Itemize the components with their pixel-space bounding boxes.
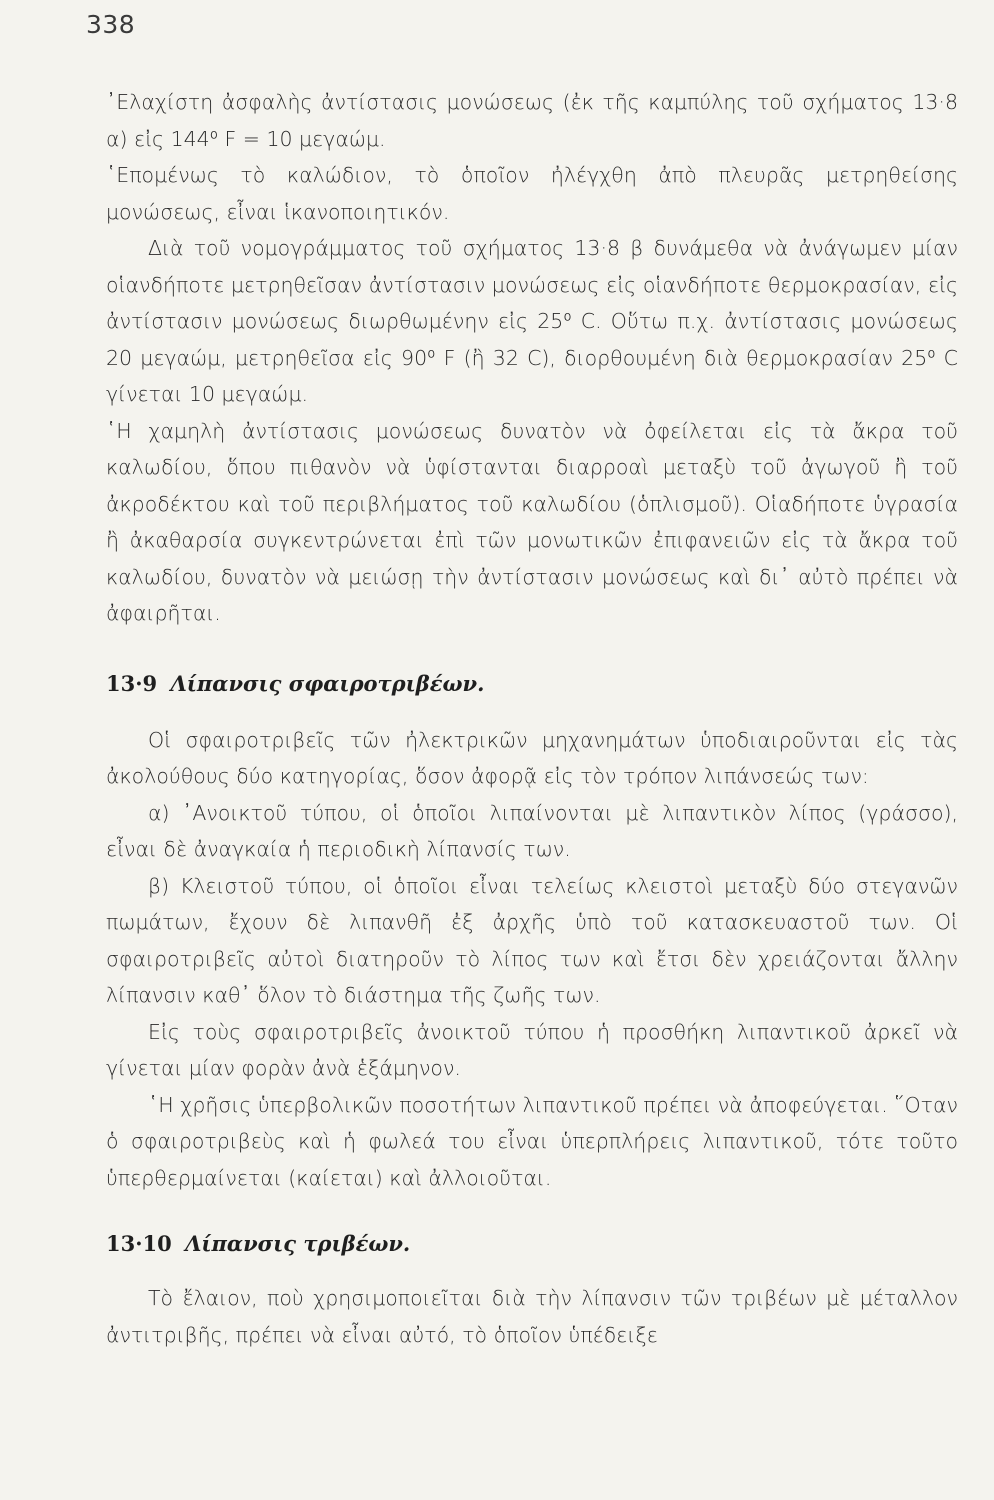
paragraph-lubrication-interval: Εἰς τοὺς σφαιροτριβεῖς ἀνοικτοῦ τύπου ἡ προσθήκη λιπαντικοῦ ἀρκεῖ νὰ γίνεται μίαν φορὰν ἀνὰ ἑξάμηνον. xyxy=(106,1019,958,1080)
section-heading-13-10 xyxy=(106,1226,958,1262)
paragraph-closed-type: β) Κλειστοῦ τύπου, οἱ ὁποῖοι εἶναι τελείως κλειστοὶ μεταξὺ δύο στεγανῶν πωμάτων, ἔχουν δὲ λιπανθῆ ἐξ ἀρχῆς ὑπὸ τοῦ κατασκευαστοῦ των. Οἱ σφαιροτριβεῖς αὐτοὶ διατηροῦν τὸ λίπος των καὶ ἔτσι δὲν χρειάζονται ἄλλην λίπανσιν καθ᾿ ὅλον τὸ διάστημα τῆς ζωῆς των. xyxy=(106,873,958,1007)
paragraph-min-insulation: ᾿Ελαχίστη ἀσφαλὴς ἀντίστασις μονώσεως (ἐκ τῆς καμπύλης τοῦ σχήματος 13·8 α) εἰς 144⁰ F = 10 μεγαώμ. xyxy=(106,90,958,151)
paragraph-low-resistance: ῾Η χαμηλὴ ἀντίστασις μονώσεως δυνατὸν νὰ ὀφείλεται εἰς τὰ ἄκρα τοῦ καλωδίου, ὅπου πιθανὸν νὰ ὑφίστανται διαρροαὶ μεταξὺ τοῦ ἀγωγοῦ ἢ τοῦ ἀκροδέκτου καὶ τοῦ περιβλήματος τοῦ καλωδίου (ὁπλισμοῦ). Οἱαδήποτε ὑγρασία ἢ ἀκαθαρσία συγκεντρώνεται ἐπὶ τῶν μονωτικῶν ἐπιφανειῶν εἰς τὰ ἄκρα τοῦ καλωδίου, δυνατὸν νὰ μειώσῃ τὴν ἀντίστασιν μονώσεως καὶ δι᾿ αὐτὸ πρέπει νὰ ἀφαιρῆται. xyxy=(106,418,958,625)
paragraph-open-type: α) ᾿Ανοικτοῦ τύπου, οἱ ὁποῖοι λιπαίνονται μὲ λιπαντικὸν λίπος (γράσσο), εἶναι δὲ ἀναγκαία ἡ περιοδικὴ λίπανσίς των. xyxy=(106,800,958,861)
paragraph-excess-lubricant: ῾Η χρῆσις ὑπερβολικῶν ποσοτήτων λιπαντικοῦ πρέπει νὰ ἀποφεύγεται. ῞Οταν ὁ σφαιροτριβεὺς καὶ ἡ φωλεά του εἶναι ὑπερπλήρεις λιπαντικοῦ, τότε τοῦτο ὑπερθερμαίνεται (καίεται) καὶ ἀλλοιοῦται. xyxy=(106,1092,958,1190)
paragraph-bearing-categories: Οἱ σφαιροτριβεῖς τῶν ἠλεκτρικῶν μηχανημάτων ὑποδιαιροῦνται εἰς τὰς ἀκολούθους δύο κατηγορίας, ὅσον ἀφορᾷ εἰς τὸν τρόπον λιπάνσεώς των: xyxy=(106,727,958,788)
section-number: 13·9 xyxy=(106,670,158,696)
page-number: 338 xyxy=(86,10,136,39)
page-body xyxy=(106,84,958,1353)
section-number: 13·10 xyxy=(106,1231,172,1256)
section-heading-13-9 xyxy=(106,666,958,702)
paragraph-bearing-oil: Τὸ ἔλαιον, ποὺ χρησιμοποιεῖται διὰ τὴν λίπανσιν τῶν τριβέων μὲ μέταλλον ἀντιτριβῆς, πρέπει νὰ εἶναι αὐτό, τὸ ὁποῖον ὑπέδειξε xyxy=(106,1286,958,1347)
paragraph-cable-satisfactory: ῾Επομένως τὸ καλώδιον, τὸ ὁποῖον ἠλέγχθη ἀπὸ πλευρᾶς μετρηθείσης μονώσεως, εἶναι ἱκανοποιητικόν. xyxy=(106,163,958,224)
section-title: Λίπανσις τριβέων. xyxy=(185,1231,411,1256)
paragraph-nomogram: Διὰ τοῦ νομογράμματος τοῦ σχήματος 13·8 β δυνάμεθα νὰ ἀνάγωμεν μίαν οἱανδήποτε μετρηθεῖσαν ἀντίστασιν μονώσεως εἰς οἱανδήποτε θερμοκρασίαν, εἰς ἀντίστασιν μονώσεως διωρθωμένην εἰς 25⁰ C. Οὕτω π.χ. ἀντίστασις μονώσεως 20 μεγαώμ, μετρηθεῖσα εἰς 90⁰ F (ἢ 32 C), διορθουμένη διὰ θερμοκρασίαν 25⁰ C γίνεται 10 μεγαώμ. xyxy=(106,236,958,406)
section-title: Λίπανσις σφαιροτριβέων. xyxy=(170,670,485,696)
